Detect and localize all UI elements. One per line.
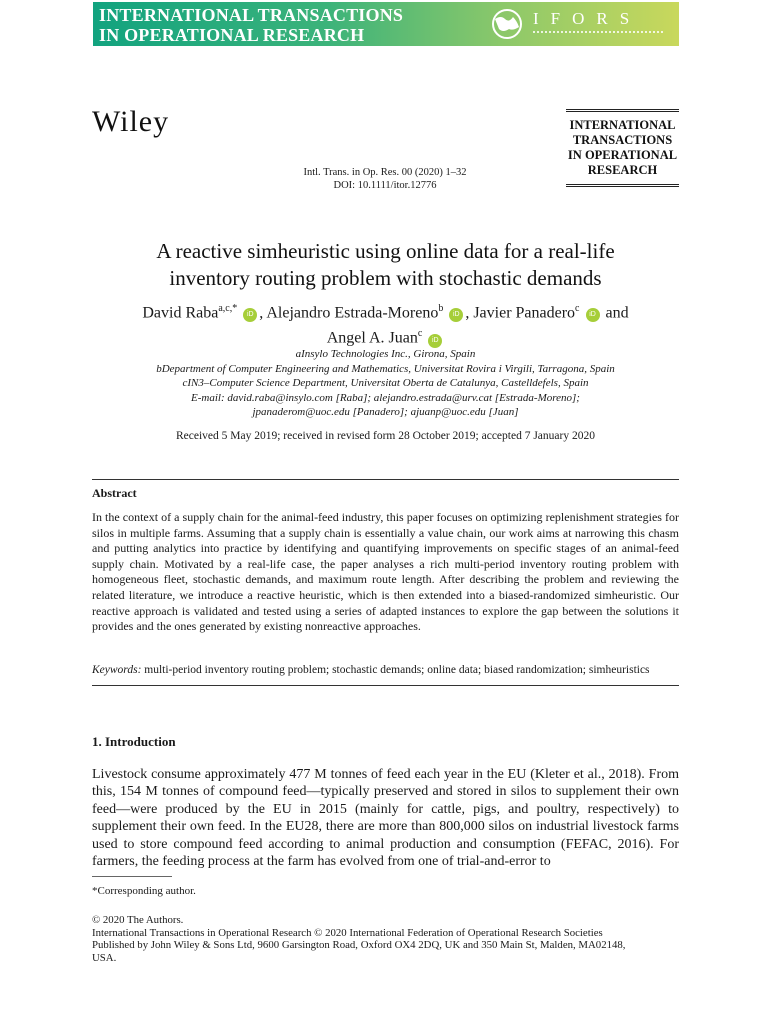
copyright-line: USA. [92, 951, 117, 964]
footnote: *Corresponding author. [92, 885, 196, 897]
author-affil-marker: c [417, 328, 423, 340]
abstract-top-rule [92, 479, 679, 480]
author-name: Javier Panadero [473, 304, 576, 322]
affiliation-line: bDepartment of Computer Engineering and Mathematics, Universitat Rovira i Virgili, Tarragona, Spain [156, 362, 615, 375]
globe-icon [487, 7, 527, 41]
affiliation-line: aInsylo Technologies Inc., Girona, Spain [295, 348, 476, 360]
citation-doi[interactable]: DOI: 10.1111/itor.12776 [333, 180, 437, 191]
author-affil-marker: a,c,* [218, 303, 238, 314]
citation [260, 166, 510, 192]
journal-box-line: INTERNATIONAL [569, 118, 676, 132]
orcid-icon[interactable]: iD [449, 308, 463, 322]
author-joiner: and [605, 304, 629, 322]
section-heading: 1. Introduction [92, 734, 176, 749]
citation-journal: Intl. Trans. in Op. Res. 00 (2020) 1–32 [303, 167, 467, 178]
abstract-bottom-rule [92, 685, 679, 686]
journal-box-line: TRANSACTIONS [572, 133, 673, 147]
keywords-label: Keywords: [92, 664, 142, 676]
paper-title-line1: A reactive simheuristic using online data for a real-life [156, 239, 615, 263]
received-dates: Received 5 May 2019; received in revised form 28 October 2019; accepted 7 January 2020 [176, 430, 595, 442]
orcid-icon[interactable]: iD [428, 334, 442, 348]
author-affil-marker: c [575, 303, 580, 314]
author-affil-marker: b [438, 303, 444, 314]
footnote-rule [92, 876, 172, 877]
email-line[interactable]: jpanaderom@uoc.edu [Panadero]; ajuanp@uoc.edu [Juan] [252, 406, 519, 418]
keywords-text: multi-period inventory routing problem; stochastic demands; online data; biased randomization; simheuristics [144, 664, 650, 676]
affiliation-line: cIN3–Computer Science Department, Universitat Oberta de Catalunya, Castelldefels, Spain [182, 377, 589, 389]
copyright-line: International Transactions in Operational Research © 2020 International Federation of Operational Research Societies [92, 926, 603, 939]
abstract-text: In the context of a supply chain for the animal-feed industry, this paper focuses on optimizing replenishment strategies for silos in multiple farms. Assuming that a supply chain is essentially a value chain, our work aims at narrowing this chasm and putting analytics into practice by identifying and quantifying improvements on specific stages of an animal-feed supply chain. Motivated by a real-life case, the paper analyses a rich multi-period inventory routing problem with homogeneous fleet, stochastic demands, and maximum route length. After describing the problem and reviewing the related literature, we introduce a reactive heuristic, which is then extended into a biased-randomized simheuristic. Our reactive approach is validated and tested using a series of adapted instances to explore the gap between the solutions it provides and the ones generated by existing nonreactive approaches. [92, 510, 679, 634]
author-name: Angel A. Juan [326, 329, 418, 347]
abstract-heading: Abstract [92, 486, 137, 500]
keywords [92, 663, 679, 677]
journal-banner [93, 2, 679, 46]
paper-title-line2: inventory routing problem with stochastic demands [169, 266, 602, 290]
journal-box-line: RESEARCH [587, 163, 658, 177]
paper-title [92, 238, 679, 292]
author-list: David Raba$^{a,c,*}$ iD , Alejandro Estrada-Moreno$^b$ iD , Javier Panadero$^c$ iD and Angel A. Juan$^c$ iD [142, 303, 629, 347]
ifors-logo-text: IFORS [533, 9, 642, 28]
affiliations [92, 347, 679, 420]
ifors-subtitle-mark [533, 31, 663, 35]
introduction-text: Livestock consume approximately 477 M tonnes of feed each year in the EU (Kleter et al., 2018). From this, 154 M tonnes of compound feed—typically preserved and stored in silos to supplement their own feed—were produced by the EU in 2015 (mainly for cattle, pigs, and poultry, respectively) to supplement their own feed. In the EU28, there are more than 800,000 silos on industrial livestock farms used to store compound feed according to animal production and consumption (FEFAC, 2016). For farmers, the feeding process at the farm has evolved from one of trial-and-error to [92, 767, 679, 870]
author-name: Alejandro Estrada-Moreno [266, 304, 439, 322]
publisher-logo: Wiley [92, 105, 170, 138]
copyright-line: © 2020 The Authors. [92, 914, 184, 926]
banner-title-line1: INTERNATIONAL TRANSACTIONS [99, 5, 404, 25]
copyright-line: Published by John Wiley & Sons Ltd, 9600 Garsington Road, Oxford OX4 2DQ, UK and 350 Main St, Malden, MA02148, [92, 939, 626, 951]
banner-title [99, 5, 403, 45]
journal-name-box [566, 109, 679, 187]
orcid-icon[interactable]: iD [586, 308, 600, 322]
orcid-icon[interactable]: iD [243, 308, 257, 322]
journal-box-line: IN OPERATIONAL [567, 148, 678, 162]
banner-title-line2: IN OPERATIONAL RESEARCH [99, 25, 365, 45]
email-line[interactable]: E-mail: david.raba@insylo.com [Raba]; alejandro.estrada@urv.cat [Estrada-Moreno]; [191, 391, 580, 404]
copyright-block [92, 914, 679, 964]
ifors-logo [483, 7, 673, 41]
author-name: David Raba [142, 304, 219, 322]
